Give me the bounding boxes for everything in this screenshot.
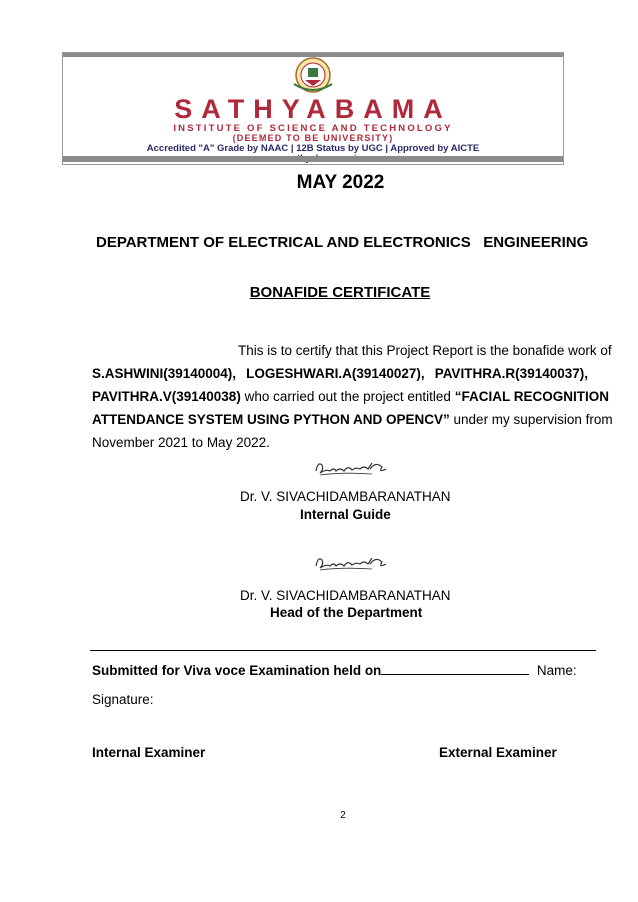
student-name: PAVITHRA.V(39140038) <box>92 389 241 404</box>
student-list <box>92 362 588 385</box>
external-examiner-label: External Examiner <box>439 745 557 760</box>
signature-label: Signature: <box>92 692 154 707</box>
university-name: SATHYABAMA <box>174 94 452 124</box>
certificate-title: BONAFIDE CERTIFICATE <box>249 284 431 301</box>
university-header-banner <box>62 52 564 165</box>
certificate-text-line: This is to certify that this Project Report is the bonafide work of <box>238 343 612 358</box>
submission-line <box>92 662 577 678</box>
project-title-part: “FACIAL RECOGNITION <box>454 389 609 404</box>
certificate-text-line <box>92 408 613 431</box>
university-subtitle: INSTITUTE OF SCIENCE AND TECHNOLOGY <box>173 123 453 134</box>
student-name: LOGESHWARI.A(39140027), <box>246 366 425 381</box>
banner-bottom-bar <box>63 156 563 162</box>
guide-signature-image <box>312 455 392 479</box>
accreditation-line: Accredited "A" Grade by NAAC | 12B Status by UGC | Approved by AICTE <box>146 143 480 154</box>
deemed-university-label: (DEEMED TO BE UNIVERSITY) <box>232 133 394 143</box>
name-label: Name: <box>536 663 577 678</box>
guide-name: Dr. V. SIVACHIDAMBARANATHAN <box>240 489 451 504</box>
university-seal-icon <box>281 56 345 94</box>
text-fragment: who carried out the project entitled <box>240 389 455 404</box>
student-name: S.ASHWINI(39140004), <box>92 366 237 381</box>
text-fragment: under my supervision from <box>449 412 613 427</box>
page-number: 2 <box>340 810 346 821</box>
project-title-part: ATTENDANCE SYSTEM USING PYTHON AND OPENCV” <box>92 412 450 427</box>
guide-role: Internal Guide <box>300 507 391 522</box>
certificate-text-line: November 2021 to May 2022. <box>92 435 270 450</box>
report-date: MAY 2022 <box>296 172 385 193</box>
submission-label: Submitted for Viva voce Examination held on <box>92 663 382 678</box>
internal-examiner-label: Internal Examiner <box>92 745 206 760</box>
hod-name: Dr. V. SIVACHIDAMBARANATHAN <box>240 588 451 603</box>
student-name: PAVITHRA.R(39140037), <box>434 366 588 381</box>
certificate-text-line <box>92 385 609 408</box>
exam-date-blank <box>381 662 529 675</box>
hod-signature-image <box>312 550 392 574</box>
hod-role: Head of the Department <box>270 605 423 620</box>
department-title: DEPARTMENT OF ELECTRICAL AND ELECTRONICS ENGINEERING <box>96 234 589 251</box>
section-divider <box>90 650 596 651</box>
